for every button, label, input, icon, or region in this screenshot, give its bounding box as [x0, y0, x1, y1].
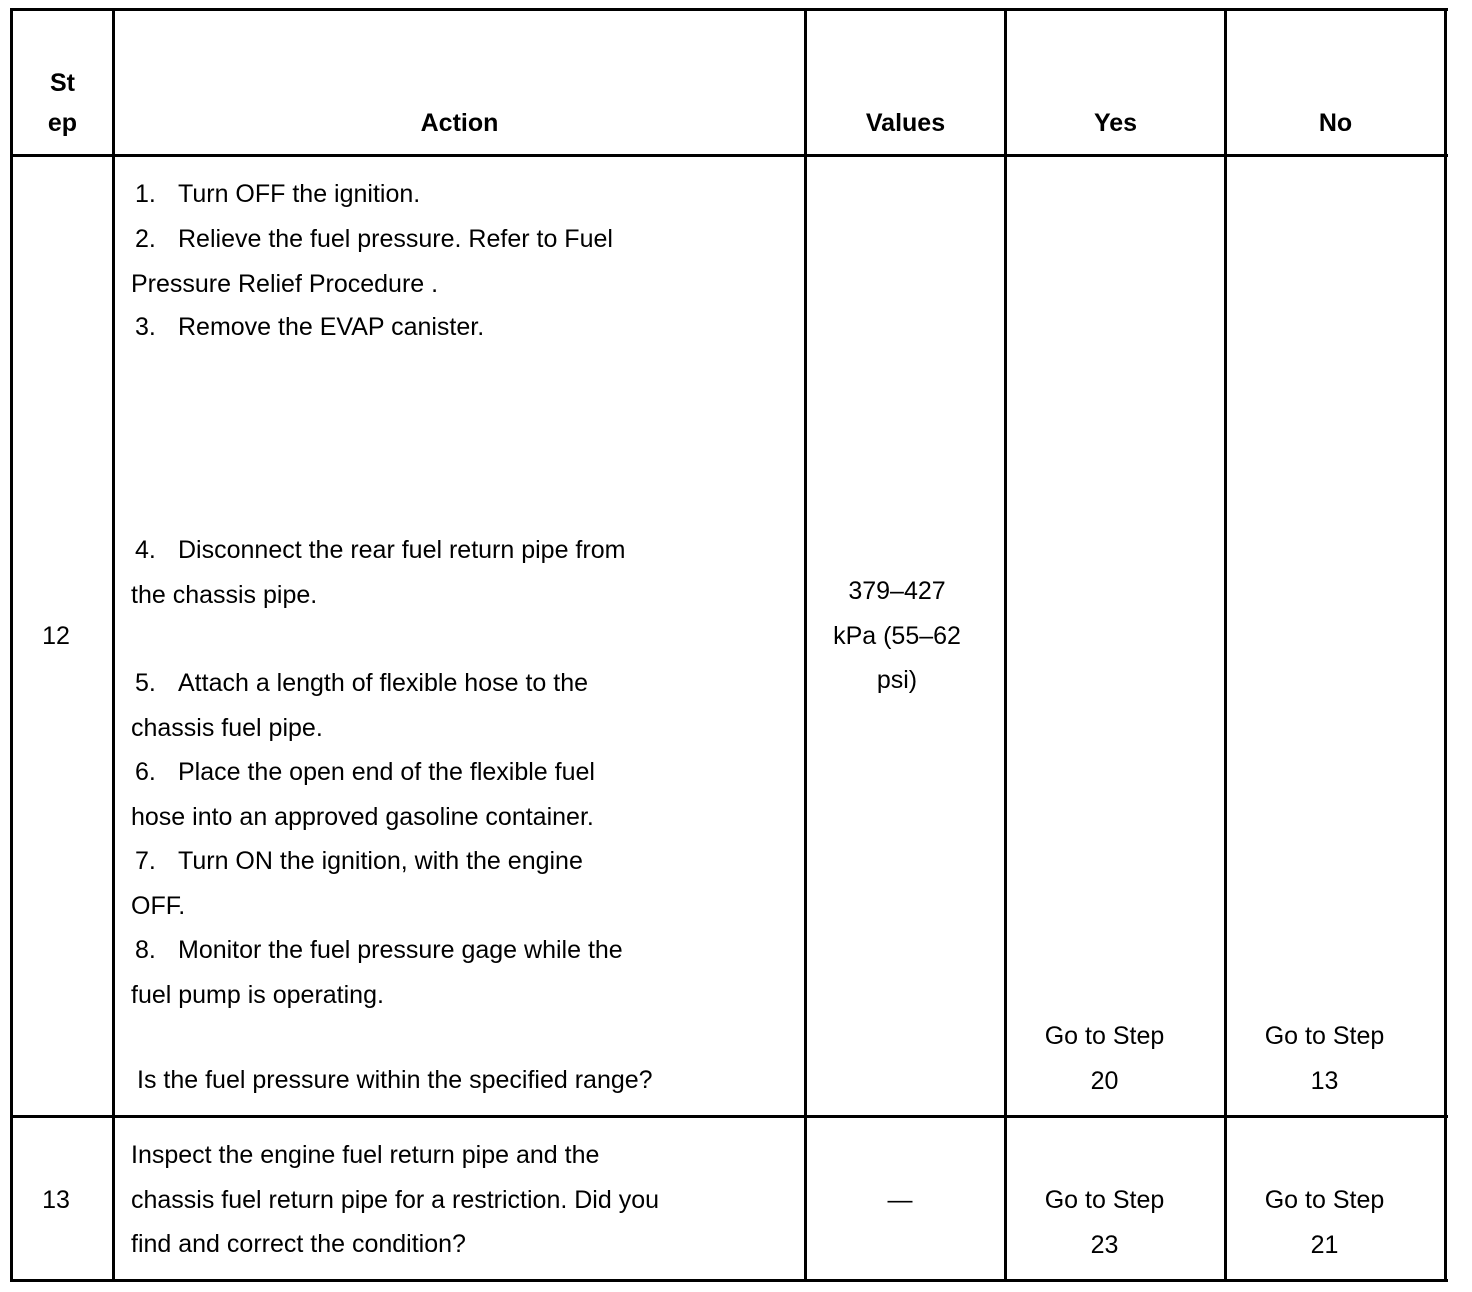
- header-action: Action: [420, 109, 499, 137]
- action-item-8: 8. Monitor the fuel pressure gage while the fuel pump is operating.: [131, 936, 623, 1009]
- row-12-values: 379–427 kPa (55–62 psi): [833, 577, 961, 694]
- action-item-4: 4. Disconnect the rear fuel return pipe from the chassis pipe.: [131, 536, 626, 609]
- col-divider-step: [112, 8, 115, 1282]
- header-step: [13, 63, 112, 143]
- row-13-action: Inspect the engine fuel return pipe and the chassis fuel return pipe for a restriction. Did you find and correct the condition?: [131, 1141, 660, 1258]
- header-no: No: [1318, 109, 1353, 137]
- action-item-2: 2. Relieve the fuel pressure. Refer to Fuel Pressure Relief Procedure .: [131, 225, 613, 298]
- row-13-step: 13: [42, 1186, 70, 1214]
- action-question: Is the fuel pressure within the specified range?: [137, 1066, 653, 1094]
- action-item-3: 3. Remove the EVAP canister.: [135, 313, 485, 341]
- row-13-no: Go to Step 21: [1264, 1186, 1385, 1259]
- header-step-line2: ep: [47, 109, 78, 137]
- header-values: Values: [865, 109, 946, 137]
- row-13-values: —: [887, 1186, 913, 1214]
- row-13-yes: Go to Step 23: [1044, 1186, 1165, 1259]
- action-item-5: 5. Attach a length of flexible hose to the chassis fuel pipe.: [131, 669, 588, 742]
- header-yes: Yes: [1093, 109, 1138, 137]
- action-item-6: 6. Place the open end of the flexible fuel hose into an approved gasoline container.: [131, 758, 595, 831]
- header-step-line1: St: [50, 69, 75, 97]
- row-divider: [10, 1115, 1448, 1118]
- table-border-bottom: [10, 1279, 1448, 1282]
- row-12-no: Go to Step 13: [1264, 1022, 1385, 1095]
- header-divider: [10, 154, 1448, 157]
- action-item-7: 7. Turn ON the ignition, with the engine OFF.: [131, 847, 583, 920]
- table-border-right: [1444, 8, 1447, 1282]
- row-12-step: 12: [42, 622, 70, 650]
- table-border-top: [10, 8, 1448, 11]
- action-item-1: 1. Turn OFF the ignition.: [135, 180, 421, 208]
- row-12-yes: Go to Step 20: [1044, 1022, 1165, 1095]
